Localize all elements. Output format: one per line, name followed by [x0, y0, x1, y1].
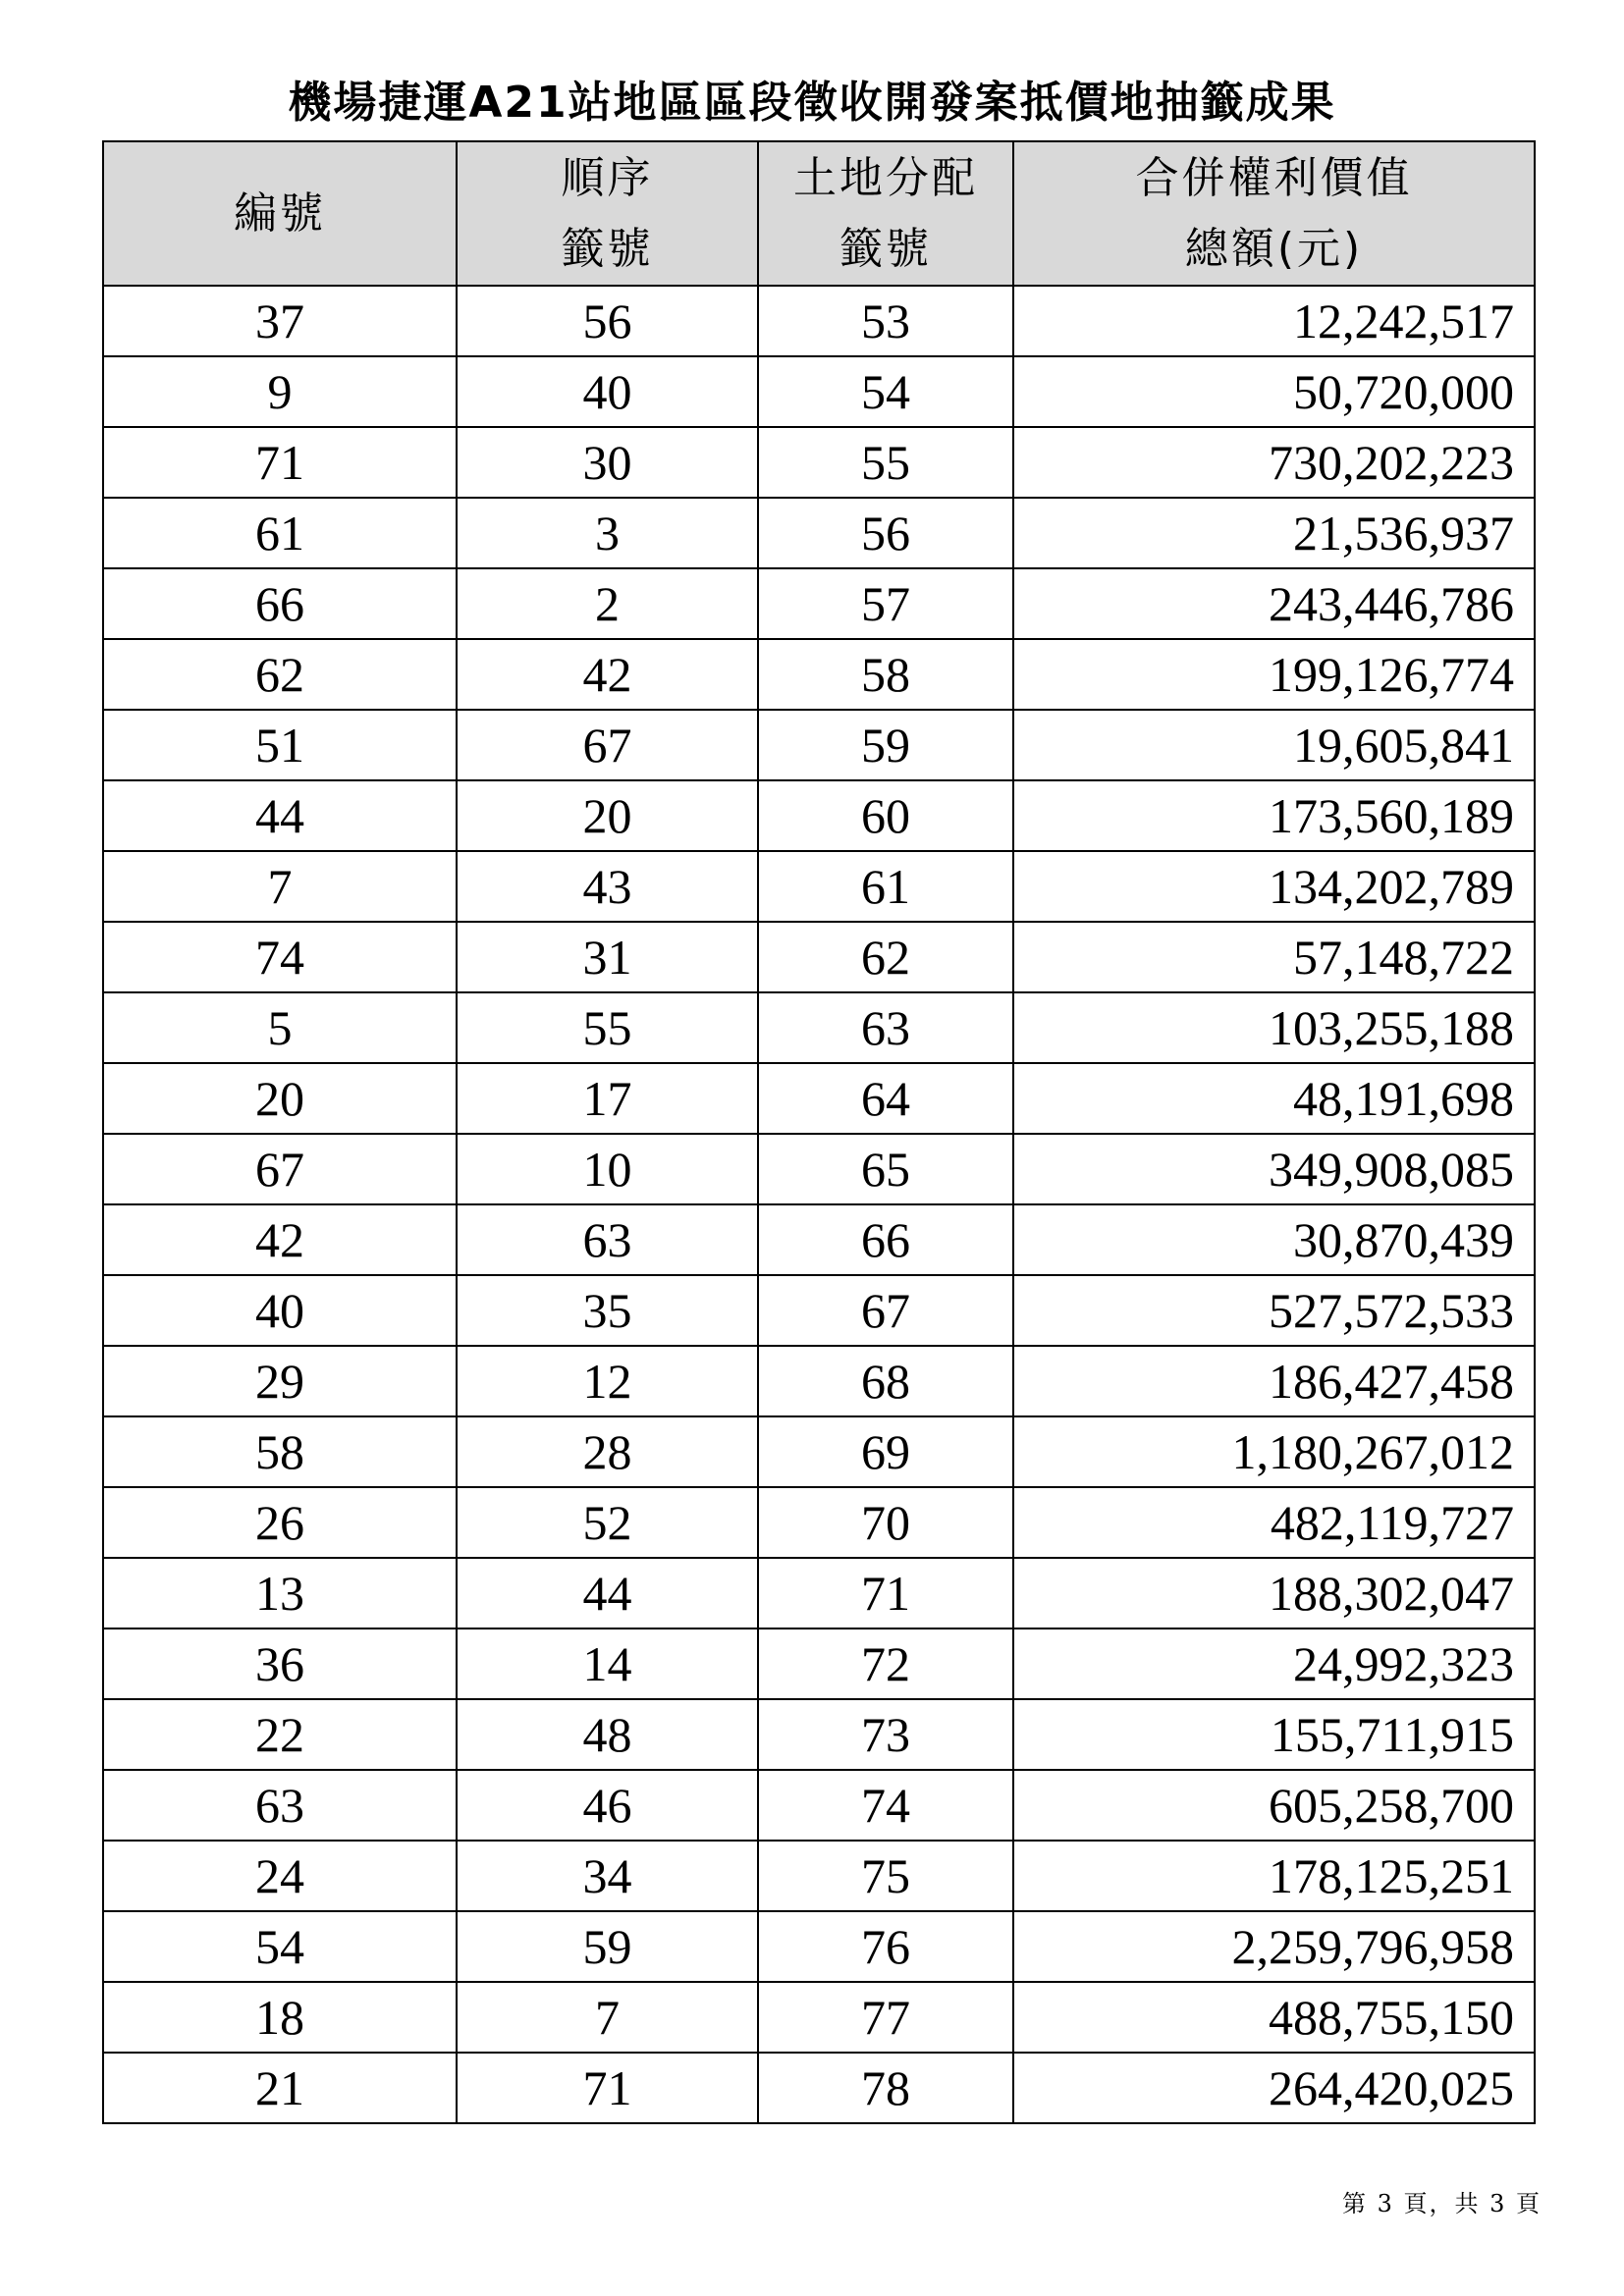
number-cell: 74 [103, 922, 457, 992]
table-row [103, 2053, 1535, 2123]
order-draw-cell: 44 [457, 1558, 758, 1629]
total-value-cell: 243,446,786 [1013, 568, 1535, 639]
total-value-cell: 178,125,251 [1013, 1841, 1535, 1911]
total-value-cell: 24,992,323 [1013, 1629, 1535, 1699]
total-value-cell: 264,420,025 [1013, 2053, 1535, 2123]
total-value-cell: 173,560,189 [1013, 780, 1535, 851]
table-row [103, 639, 1535, 710]
order-draw-cell: 7 [457, 1982, 758, 2053]
land-draw-cell: 65 [758, 1134, 1013, 1204]
order-draw-cell: 59 [457, 1911, 758, 1982]
land-draw-cell: 54 [758, 356, 1013, 427]
total-value-cell: 2,259,796,958 [1013, 1911, 1535, 1982]
header-land-draw-line2: 籤號 [839, 223, 932, 274]
land-draw-cell: 62 [758, 922, 1013, 992]
table-row [103, 1275, 1535, 1346]
number-cell: 42 [103, 1204, 457, 1275]
order-draw-cell: 34 [457, 1841, 758, 1911]
table-row [103, 1063, 1535, 1134]
total-value-cell: 12,242,517 [1013, 286, 1535, 356]
land-draw-cell: 78 [758, 2053, 1013, 2123]
number-cell: 9 [103, 356, 457, 427]
table-row [103, 1841, 1535, 1911]
land-draw-cell: 75 [758, 1841, 1013, 1911]
total-value-cell: 188,302,047 [1013, 1558, 1535, 1629]
table-row [103, 1770, 1535, 1841]
number-cell: 62 [103, 639, 457, 710]
number-cell: 22 [103, 1699, 457, 1770]
number-cell: 5 [103, 992, 457, 1063]
number-cell: 26 [103, 1487, 457, 1558]
order-draw-cell: 48 [457, 1699, 758, 1770]
order-draw-cell: 3 [457, 498, 758, 568]
number-cell: 54 [103, 1911, 457, 1982]
table-row [103, 1629, 1535, 1699]
order-draw-cell: 14 [457, 1629, 758, 1699]
number-cell: 67 [103, 1134, 457, 1204]
land-draw-cell: 72 [758, 1629, 1013, 1699]
table-row [103, 992, 1535, 1063]
number-cell: 18 [103, 1982, 457, 2053]
number-cell: 58 [103, 1416, 457, 1487]
order-draw-cell: 46 [457, 1770, 758, 1841]
number-cell: 63 [103, 1770, 457, 1841]
total-value-cell: 186,427,458 [1013, 1346, 1535, 1416]
total-value-cell: 349,908,085 [1013, 1134, 1535, 1204]
table-row [103, 1982, 1535, 2053]
table-row [103, 286, 1535, 356]
order-draw-cell: 12 [457, 1346, 758, 1416]
order-draw-cell: 28 [457, 1416, 758, 1487]
land-draw-cell: 69 [758, 1416, 1013, 1487]
land-draw-cell: 55 [758, 427, 1013, 498]
land-draw-cell: 61 [758, 851, 1013, 922]
total-value-cell: 199,126,774 [1013, 639, 1535, 710]
order-draw-cell: 20 [457, 780, 758, 851]
table-row [103, 427, 1535, 498]
land-draw-cell: 76 [758, 1911, 1013, 1982]
total-value-cell: 155,711,915 [1013, 1699, 1535, 1770]
number-cell: 61 [103, 498, 457, 568]
order-draw-cell: 71 [457, 2053, 758, 2123]
header-land-draw [758, 141, 1013, 286]
table-row [103, 851, 1535, 922]
table-row [103, 710, 1535, 780]
total-value-cell: 21,536,937 [1013, 498, 1535, 568]
header-number-label: 編號 [234, 187, 326, 239]
header-order-draw-line2: 籤號 [561, 223, 654, 274]
order-draw-cell: 31 [457, 922, 758, 992]
table-row [103, 780, 1535, 851]
number-cell: 21 [103, 2053, 457, 2123]
table-row [103, 1416, 1535, 1487]
land-draw-cell: 60 [758, 780, 1013, 851]
total-value-cell: 57,148,722 [1013, 922, 1535, 992]
number-cell: 24 [103, 1841, 457, 1911]
order-draw-cell: 10 [457, 1134, 758, 1204]
number-cell: 51 [103, 710, 457, 780]
table-row [103, 568, 1535, 639]
total-value-cell: 730,202,223 [1013, 427, 1535, 498]
table-row [103, 922, 1535, 992]
land-draw-cell: 67 [758, 1275, 1013, 1346]
number-cell: 13 [103, 1558, 457, 1629]
header-order-draw-line1: 順序 [561, 152, 654, 203]
order-draw-cell: 67 [457, 710, 758, 780]
total-value-cell: 30,870,439 [1013, 1204, 1535, 1275]
total-value-cell: 605,258,700 [1013, 1770, 1535, 1841]
land-draw-cell: 63 [758, 992, 1013, 1063]
order-draw-cell: 35 [457, 1275, 758, 1346]
order-draw-cell: 42 [457, 639, 758, 710]
order-draw-cell: 43 [457, 851, 758, 922]
number-cell: 40 [103, 1275, 457, 1346]
land-draw-cell: 77 [758, 1982, 1013, 2053]
land-draw-cell: 71 [758, 1558, 1013, 1629]
lottery-results-table [102, 140, 1536, 2124]
header-land-draw-line1: 土地分配 [793, 152, 978, 203]
order-draw-cell: 55 [457, 992, 758, 1063]
number-cell: 37 [103, 286, 457, 356]
total-value-cell: 1,180,267,012 [1013, 1416, 1535, 1487]
total-value-cell: 48,191,698 [1013, 1063, 1535, 1134]
table-row [103, 1204, 1535, 1275]
number-cell: 44 [103, 780, 457, 851]
number-cell: 66 [103, 568, 457, 639]
total-value-cell: 482,119,727 [1013, 1487, 1535, 1558]
land-draw-cell: 53 [758, 286, 1013, 356]
land-draw-cell: 58 [758, 639, 1013, 710]
land-draw-cell: 59 [758, 710, 1013, 780]
land-draw-cell: 56 [758, 498, 1013, 568]
table-row [103, 356, 1535, 427]
total-value-cell: 488,755,150 [1013, 1982, 1535, 2053]
number-cell: 7 [103, 851, 457, 922]
order-draw-cell: 56 [457, 286, 758, 356]
number-cell: 20 [103, 1063, 457, 1134]
order-draw-cell: 52 [457, 1487, 758, 1558]
number-cell: 71 [103, 427, 457, 498]
land-draw-cell: 57 [758, 568, 1013, 639]
order-draw-cell: 40 [457, 356, 758, 427]
total-value-cell: 527,572,533 [1013, 1275, 1535, 1346]
table-row [103, 1487, 1535, 1558]
total-value-cell: 103,255,188 [1013, 992, 1535, 1063]
table-row [103, 1911, 1535, 1982]
land-draw-cell: 64 [758, 1063, 1013, 1134]
table-row [103, 1699, 1535, 1770]
header-total-value-line2: 總額(元) [1184, 223, 1364, 274]
table-row [103, 1346, 1535, 1416]
land-draw-cell: 70 [758, 1487, 1013, 1558]
order-draw-cell: 30 [457, 427, 758, 498]
land-draw-cell: 74 [758, 1770, 1013, 1841]
number-cell: 36 [103, 1629, 457, 1699]
table-row [103, 1558, 1535, 1629]
order-draw-cell: 2 [457, 568, 758, 639]
table-row [103, 498, 1535, 568]
header-total-value [1013, 141, 1535, 286]
total-value-cell: 134,202,789 [1013, 851, 1535, 922]
page-number: 第 3 頁，共 3 頁 [1341, 2190, 1542, 2217]
header-number [103, 141, 457, 286]
table-body [103, 286, 1535, 2123]
header-row [103, 141, 1535, 286]
order-draw-cell: 17 [457, 1063, 758, 1134]
land-draw-cell: 68 [758, 1346, 1013, 1416]
header-order-draw [457, 141, 758, 286]
table-row [103, 1134, 1535, 1204]
total-value-cell: 19,605,841 [1013, 710, 1535, 780]
land-draw-cell: 73 [758, 1699, 1013, 1770]
table-header [103, 141, 1535, 286]
order-draw-cell: 63 [457, 1204, 758, 1275]
header-total-value-line1: 合併權利價值 [1135, 152, 1413, 203]
total-value-cell: 50,720,000 [1013, 356, 1535, 427]
page-title: 機場捷運A21站地區區段徵收開發案抵價地抽籤成果 [288, 78, 1336, 128]
number-cell: 29 [103, 1346, 457, 1416]
land-draw-cell: 66 [758, 1204, 1013, 1275]
